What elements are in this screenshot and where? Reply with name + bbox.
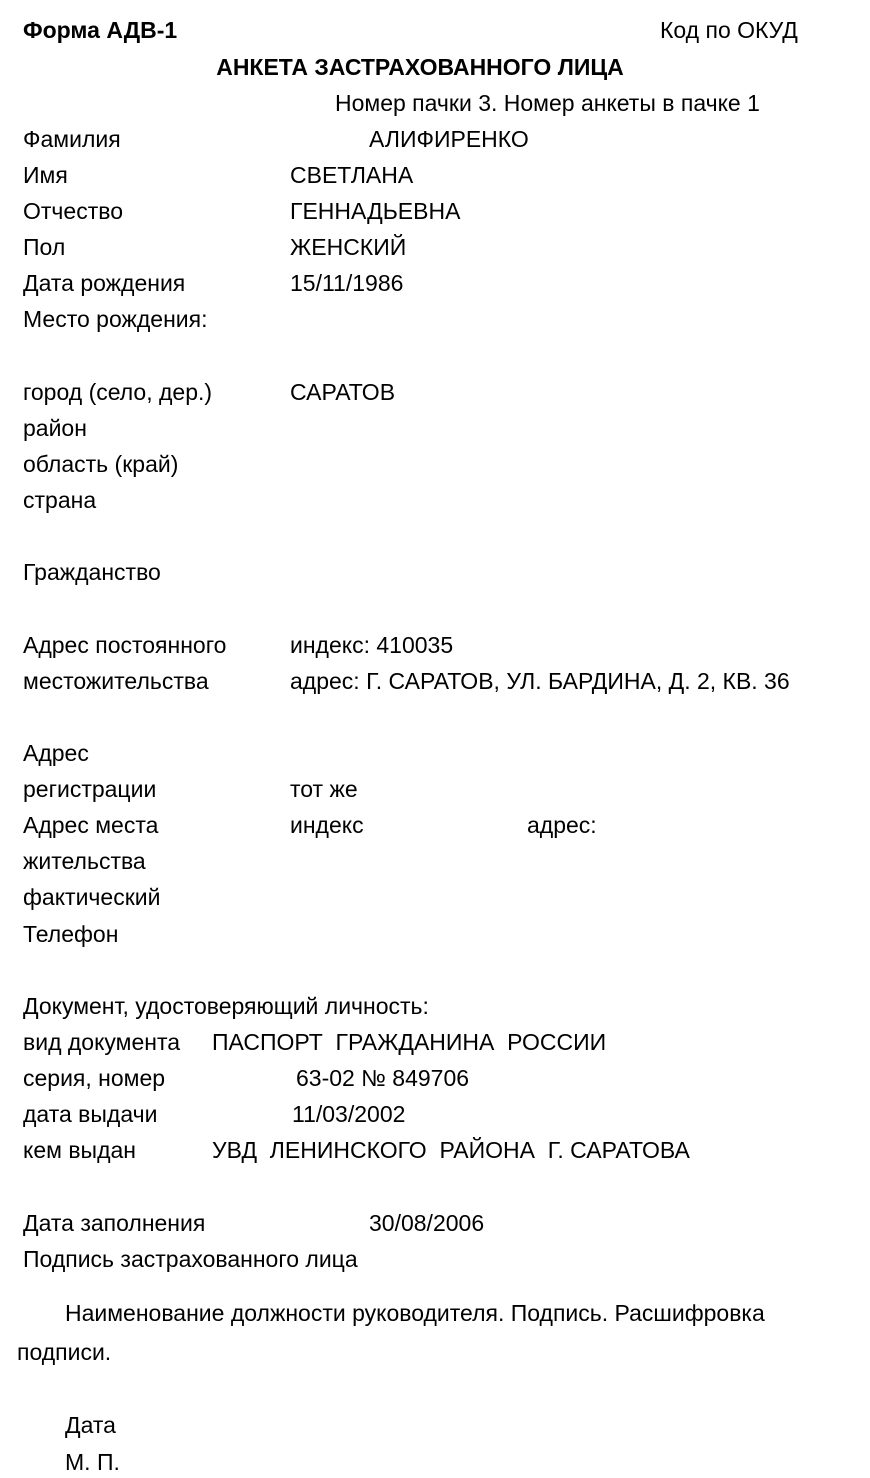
- id-document-issued-by-value: УВД ЛЕНИНСКОГО РАЙОНА Г. САРАТОВА: [212, 1137, 690, 1163]
- patronymic-label: Отчество: [23, 198, 123, 224]
- birth-district-label: район: [23, 415, 87, 441]
- patronymic-value: ГЕННАДЬЕВНА: [290, 198, 461, 224]
- registration-address-label-1: Адрес: [23, 740, 89, 766]
- birth-city-label: город (село, дер.): [23, 379, 213, 405]
- permanent-address-value: адрес: Г. САРАТОВ, УЛ. БАРДИНА, Д. 2, КВ. 36: [290, 668, 790, 694]
- okud-label: Код по ОКУД: [660, 17, 798, 43]
- permanent-address-label-2: местожительства: [23, 668, 209, 694]
- registration-address-label-2: регистрации: [23, 776, 157, 802]
- id-document-number-label: серия, номер: [23, 1065, 166, 1091]
- id-document-issued-by-label: кем выдан: [23, 1137, 136, 1163]
- actual-address-label-3: фактический: [23, 884, 161, 910]
- form-title: АНКЕТА ЗАСТРАХОВАННОГО ЛИЦА: [216, 54, 624, 80]
- id-document-issue-date-value: 11/03/2002: [292, 1101, 406, 1127]
- manager-signature-line-1: Наименование должности руководителя. Подпись. Расшифровка: [65, 1300, 765, 1326]
- birth-region-label: область (край): [23, 451, 179, 477]
- date-label: Дата: [65, 1412, 116, 1438]
- stamp-label: М. П.: [65, 1449, 120, 1475]
- birth-date-label: Дата рождения: [23, 270, 186, 296]
- birth-country-label: страна: [23, 487, 97, 513]
- id-document-type-value: ПАСПОРТ ГРАЖДАНИНА РОССИИ: [212, 1029, 607, 1055]
- sex-label: Пол: [23, 234, 66, 260]
- actual-address-index-label: индекс: [290, 812, 364, 838]
- surname-label: Фамилия: [23, 126, 121, 152]
- id-document-issue-date-label: дата выдачи: [23, 1101, 158, 1127]
- sex-value: ЖЕНСКИЙ: [290, 234, 407, 260]
- actual-address-label-2: жительства: [23, 848, 146, 874]
- birth-city-value: САРАТОВ: [290, 379, 396, 405]
- batch-info: Номер пачки 3. Номер анкеты в пачке 1: [335, 90, 760, 116]
- id-document-number-value: 63-02 № 849706: [296, 1065, 470, 1091]
- birthplace-label: Место рождения:: [23, 306, 208, 332]
- name-value: СВЕТЛАНА: [290, 162, 414, 188]
- surname-value: АЛИФИРЕНКО: [369, 126, 529, 152]
- id-document-type-label: вид документа: [23, 1029, 181, 1055]
- fill-date-value: 30/08/2006: [369, 1210, 485, 1236]
- manager-signature-line-2: подписи.: [17, 1339, 112, 1365]
- insured-signature-label: Подпись застрахованного лица: [23, 1246, 358, 1272]
- citizenship-label: Гражданство: [23, 559, 161, 585]
- permanent-address-index: индекс: 410035: [290, 632, 454, 658]
- form-code: Форма АДВ-1: [23, 17, 178, 43]
- actual-address-address-label: адрес:: [527, 812, 597, 838]
- fill-date-label: Дата заполнения: [23, 1210, 206, 1236]
- actual-address-label-1: Адрес места: [23, 812, 159, 838]
- registration-address-value: тот же: [290, 776, 358, 802]
- permanent-address-label-1: Адрес постоянного: [23, 632, 227, 658]
- id-document-heading: Документ, удостоверяющий личность:: [23, 993, 429, 1019]
- phone-label: Телефон: [23, 921, 119, 947]
- birth-date-value: 15/11/1986: [290, 270, 404, 296]
- name-label: Имя: [23, 162, 68, 188]
